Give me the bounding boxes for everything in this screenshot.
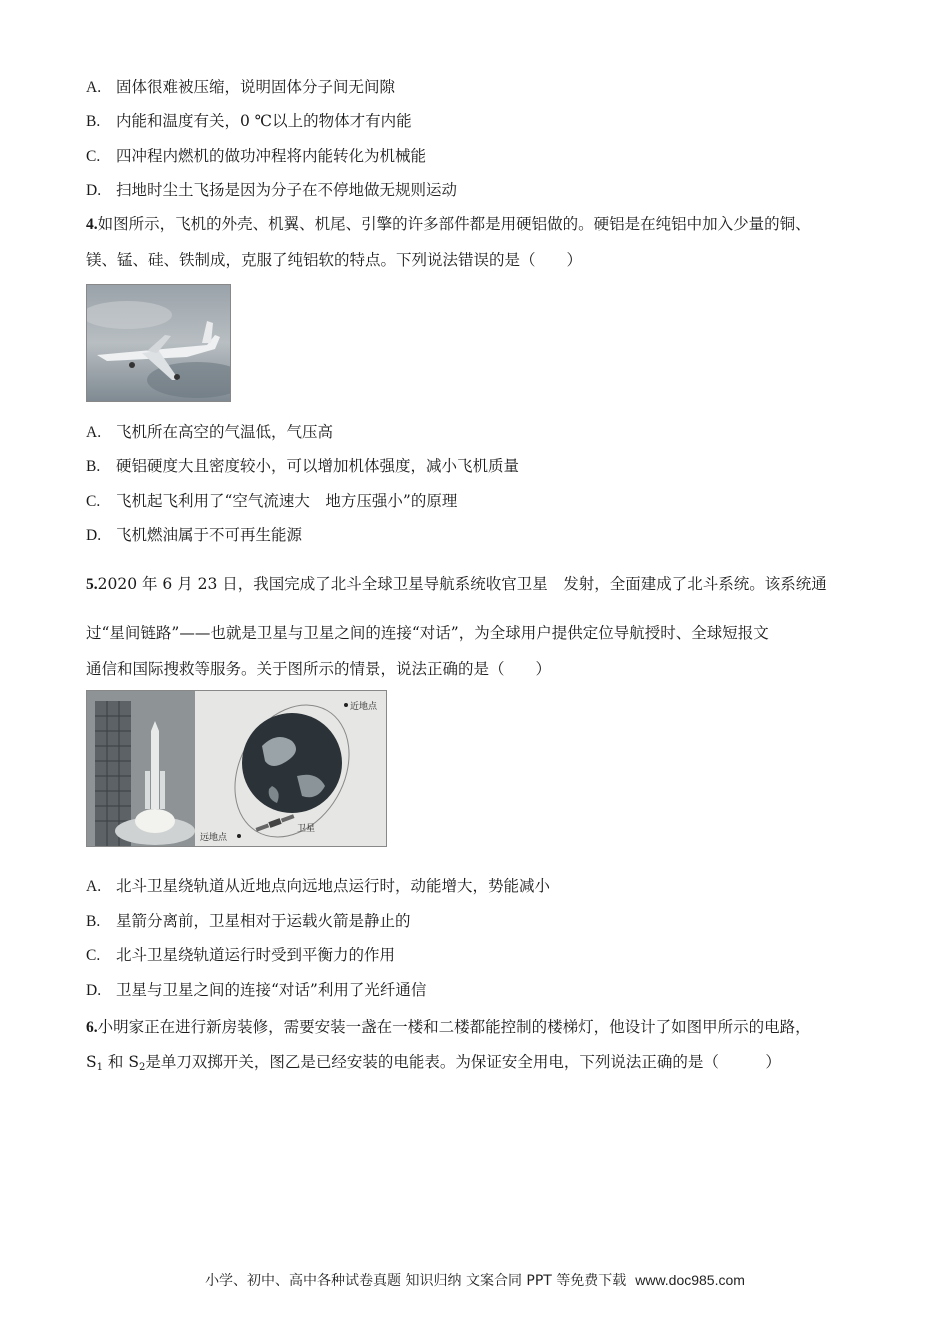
q3-option-d [86,180,457,201]
option-letter: B. [86,913,101,930]
q5-option-a [86,876,550,897]
option-text: 飞机燃油属于不可再生能源 [116,526,303,544]
question-number: 4. [86,216,98,233]
option-text: 飞机起飞利用了“空气流速大 地方压强小”的原理 [116,492,458,510]
rocket-satellite-figure [86,690,387,847]
switch-s1-letter: S [86,1053,97,1071]
q5-stem-line-1 [86,574,827,595]
option-text: 扫地时尘土飞扬是因为分子在不停地做无规则运动 [116,181,458,199]
satellite-label: 卫星 [297,824,316,834]
option-letter: D. [86,982,102,999]
airplane-image [87,285,230,401]
apogee-label: 远地点 [200,833,228,843]
q4-option-d [86,525,302,546]
q4-option-c [86,491,457,512]
stem-text: 镁、锰、硅、铁制成，克服了纯铝软的特点。下列说法错误的是（ ） [86,251,583,269]
option-text: 内能和温度有关，0 ℃以上的物体才有内能 [116,112,412,130]
q4-stem-line-2 [86,250,582,270]
switch-s2-subscript: 2 [138,1062,146,1073]
q6-stem-line-1 [86,1017,811,1038]
option-letter: A. [86,424,102,441]
option-letter: C. [86,493,101,510]
option-text: 飞机所在高空的气温低，气压高 [116,423,334,441]
option-letter: B. [86,113,101,130]
q4-option-b [86,456,519,477]
option-text: 四冲程内燃机的做功冲程将内能转化为机械能 [116,147,427,165]
q3-option-a [86,77,395,98]
page-footer [0,1270,950,1290]
option-letter: C. [86,947,101,964]
q6-stem-line-2 [86,1052,781,1078]
option-letter: C. [86,148,101,165]
q5-stem-line-3 [86,659,551,679]
q5-option-c [86,945,395,966]
stem-text: 小明家正在进行新房装修，需要安装一盏在一楼和二楼都能控制的楼梯灯，他设计了如图甲所示的电路， [97,1018,811,1036]
q5-option-b [86,911,411,932]
option-text: 固体很难被压缩，说明固体分子间无间隙 [116,78,396,96]
option-text: 星箭分离前，卫星相对于运载火箭是静止的 [116,912,411,930]
option-letter: D. [86,182,102,199]
stem-text: 是单刀双掷开关，图乙是已经安装的电能表。为保证安全用电，下列说法正确的是（ ） [145,1053,781,1071]
option-letter: A. [86,878,102,895]
q5-stem-line-2 [86,623,769,643]
question-number: 6. [86,1019,98,1036]
switch-s1-subscript: 1 [96,1062,103,1073]
and-text: 和 [103,1053,129,1071]
q3-option-c [86,146,426,167]
q4-stem-line-1 [86,214,811,235]
footer-url[interactable]: www.doc985.com [635,1272,745,1288]
rocket-satellite-image [87,691,386,846]
stem-text: 过“星间链路”——也就是卫星与卫星之间的连接“对话”，为全球用户提供定位导航授时、全球短报文 [86,624,769,642]
option-text: 北斗卫星绕轨道从近地点向远地点运行时，动能增大，势能减小 [116,877,551,895]
option-text: 北斗卫星绕轨道运行时受到平衡力的作用 [116,946,396,964]
footer-text: 小学、初中、高中各种试卷真题 知识归纳 文案合同 PPT 等免费下载 [205,1273,627,1289]
option-text: 卫星与卫星之间的连接“对话”利用了光纤通信 [116,981,427,999]
stem-text: 通信和国际搜救等服务。关于图所示的情景，说法正确的是（ ） [86,660,552,678]
option-letter: D. [86,527,102,544]
q4-option-a [86,422,333,443]
airplane-photo [86,284,231,402]
switch-s1 [86,1053,103,1071]
option-letter: B. [86,458,101,475]
switch-s2-letter: S [128,1053,139,1071]
option-text: 硬铝硬度大且密度较小，可以增加机体强度，减小飞机质量 [116,457,520,475]
question-number: 5. [86,576,98,593]
switch-s2 [128,1053,145,1071]
q5-option-d [86,980,426,1001]
option-letter: A. [86,79,102,96]
stem-text: 2020 年 6 月 23 日，我国完成了北斗全球卫星导航系统收官卫星 发射，全面建成了北斗系统。该系统通 [97,575,827,593]
perigee-label: 近地点 [350,702,378,712]
q3-option-b [86,111,412,132]
stem-text: 如图所示，飞机的外壳、机翼、机尾、引擎的许多部件都是用硬铝做的。硬铝是在纯铝中加入少量的铜、 [97,215,811,233]
